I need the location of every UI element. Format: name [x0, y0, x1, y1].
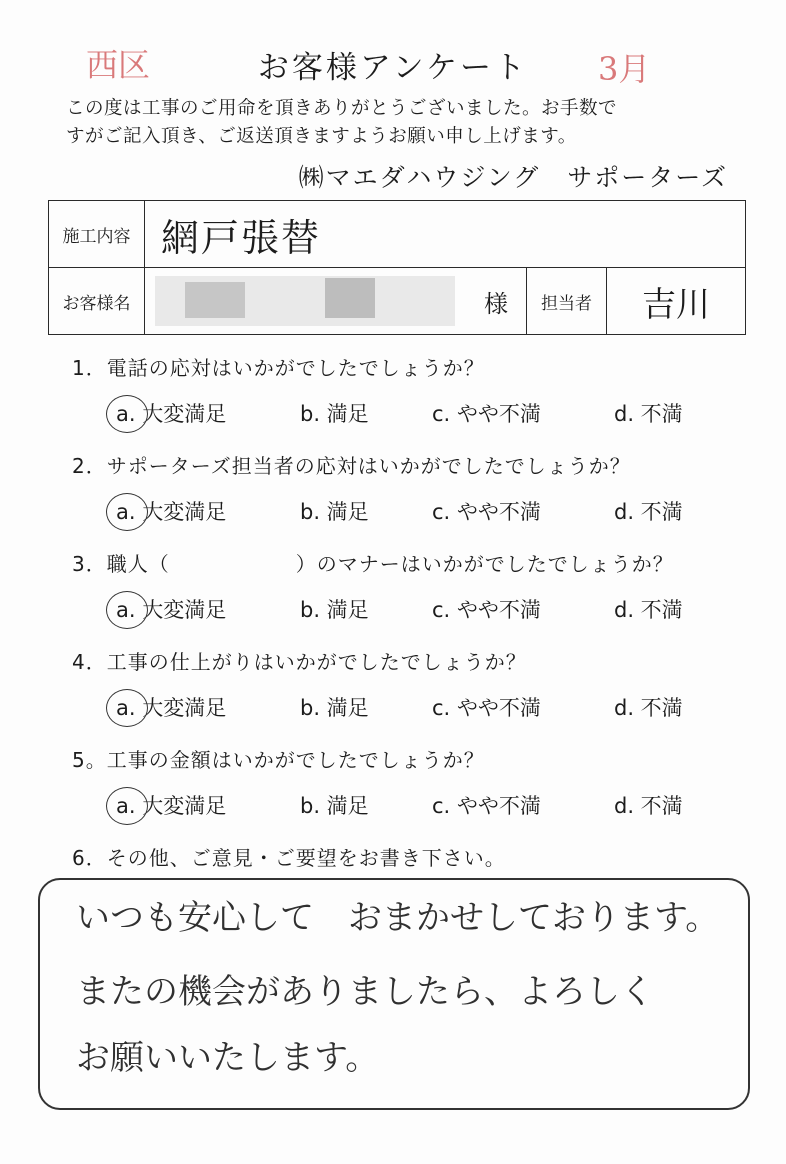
- selected-circle-mark: [106, 493, 148, 531]
- option-b[interactable]: b. 満足: [300, 794, 369, 818]
- question-5: 5。工事の金額はいかがでしたでしょうか？: [72, 748, 485, 772]
- company-name: ㈱マエダハウジング サポーターズ: [298, 163, 728, 192]
- honorific-sama: 様: [484, 290, 508, 318]
- option-c[interactable]: c. やや不満: [432, 402, 541, 426]
- option-a[interactable]: a. 大変満足: [116, 402, 227, 426]
- option-c[interactable]: c. やや不満: [432, 794, 541, 818]
- question-4: 4．工事の仕上がりはいかがでしたでしょうか？: [72, 650, 527, 674]
- option-a[interactable]: a. 大変満足: [116, 696, 227, 720]
- option-b[interactable]: b. 満足: [300, 500, 369, 524]
- month-annotation: 3月: [598, 50, 651, 88]
- option-d[interactable]: d. 不満: [614, 696, 683, 720]
- option-d[interactable]: d. 不満: [614, 598, 683, 622]
- selected-circle-mark: [106, 787, 148, 825]
- option-a[interactable]: a. 大変満足: [116, 598, 227, 622]
- question-2: 2．サポーターズ担当者の応対はいかがでしたでしょうか？: [72, 454, 631, 478]
- option-d[interactable]: d. 不満: [614, 500, 683, 524]
- comment-line-2: またの機会がありましたら、よろしく: [76, 972, 654, 1012]
- selected-circle-mark: [106, 591, 148, 629]
- option-a[interactable]: a. 大変満足: [116, 500, 227, 524]
- redacted-name-block: [325, 278, 375, 318]
- option-c[interactable]: c. やや不満: [432, 598, 541, 622]
- selected-circle-mark: [106, 395, 148, 433]
- info-table: [48, 200, 746, 335]
- question-3: 3．職人（ ）のマナーはいかがでしたでしょうか？: [72, 552, 674, 576]
- customer-name-field: [145, 268, 527, 335]
- intro-line-1: この度は工事のご用命を頂きありがとうございました。お手数で: [66, 98, 618, 119]
- option-c[interactable]: c. やや不満: [432, 500, 541, 524]
- intro-line-2: すがご記入頂き、ご返送頂きますようお願い申し上げます。: [66, 126, 577, 147]
- option-c[interactable]: c. やや不満: [432, 696, 541, 720]
- customer-label: お客様名: [49, 268, 145, 335]
- option-a[interactable]: a. 大変満足: [116, 794, 227, 818]
- work-value: 網戸張替: [161, 215, 322, 260]
- question-6: 6．その他、ご意見・ご要望をお書き下さい。: [72, 846, 506, 870]
- work-label: 施工内容: [49, 201, 145, 268]
- option-d[interactable]: d. 不満: [614, 794, 683, 818]
- question-1: 1．電話の応対はいかがでしたでしょうか？: [72, 356, 485, 380]
- ward-annotation: 西区: [86, 46, 151, 84]
- option-d[interactable]: d. 不満: [614, 402, 683, 426]
- staff-value: 吉川: [642, 284, 710, 325]
- redacted-name-block: [185, 282, 245, 318]
- comment-line-3: お願いいたします。: [76, 1038, 380, 1078]
- option-b[interactable]: b. 満足: [300, 598, 369, 622]
- option-b[interactable]: b. 満足: [300, 696, 369, 720]
- page-title: お客様アンケート: [257, 50, 529, 86]
- staff-label: 担当者: [527, 268, 607, 335]
- comment-line-1: いつも安心して おまかせしております。: [76, 898, 720, 938]
- option-b[interactable]: b. 満足: [300, 402, 369, 426]
- selected-circle-mark: [106, 689, 148, 727]
